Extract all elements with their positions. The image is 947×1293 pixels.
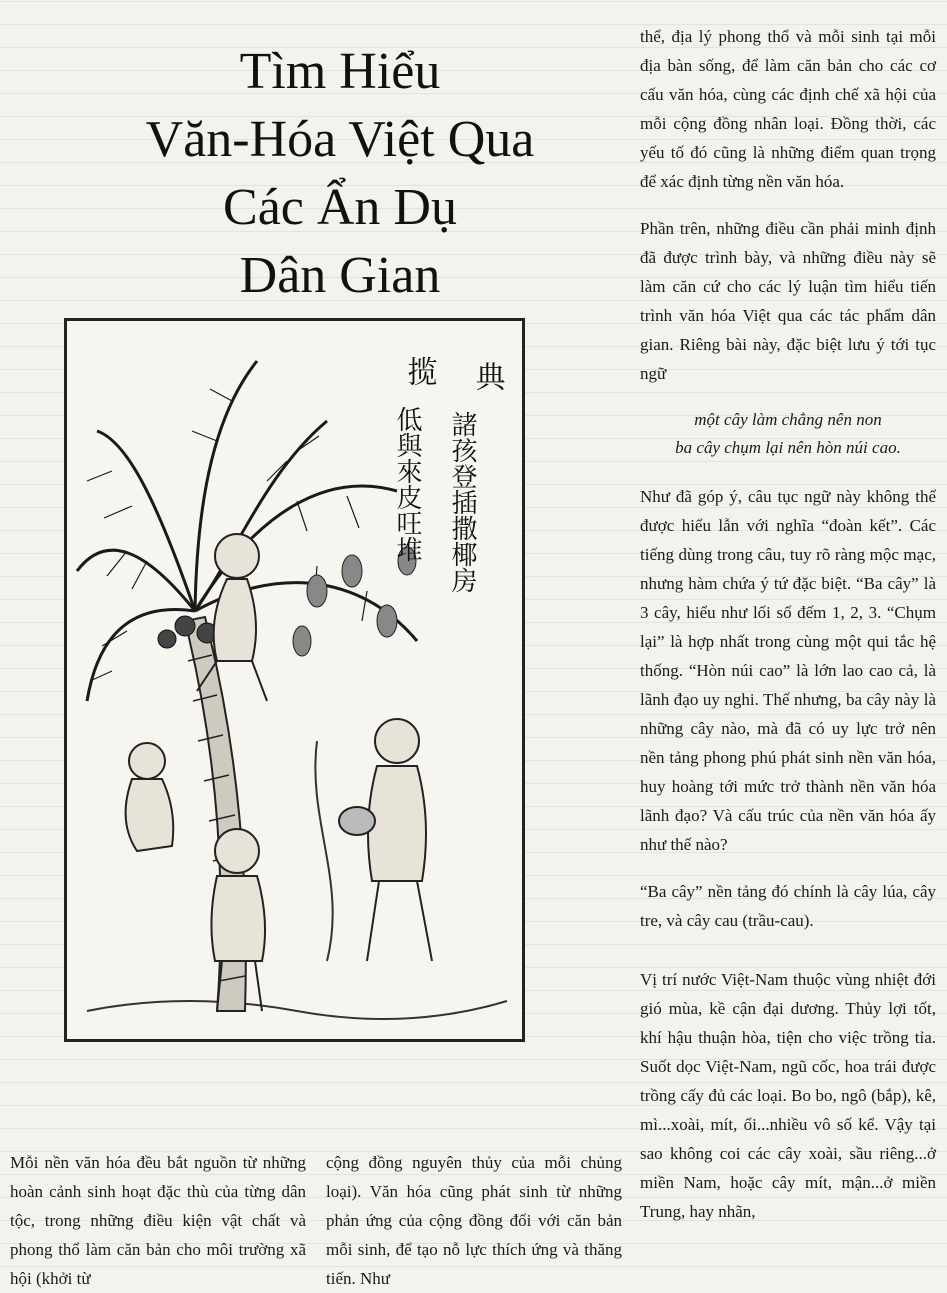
sitting-child-left [126,743,174,851]
climbing-child [197,534,267,701]
inscription-col-3: 揽 [401,356,437,386]
proverb-line: một cây làm chẳng nên non [694,410,882,429]
standing-child-right [339,719,432,961]
paragraph: Như đã góp ý, câu tục ngữ này không thể được hiểu lẫn với nghĩa “đoàn kết”. Các tiếng dùng trong câu, tuy rõ ràng mộc mạc, nhưng hàm chứa ý tứ đặc biệt. “Ba cây” là 3 cây, hiểu như lối số đếm 1, 2, 3. “Chụm lại” là hợp nhất trong cùng một qui tắc hệ thống. “Hòn núi cao” là lớn lao cao cả, là lãnh đạo uy nghi. Thế nhưng, ba cây này là những cây nào, mà đã có uy lực trở nên nền tảng phong phú phát sinh nền văn hóa, huy hoàng tới mức trở thành nền văn hóa lãnh đạo? Và cấu trúc của nền văn hóa ấy như thế nào? [640,487,936,854]
paragraph: Phần trên, những điều cần phải minh định đã được trình bày, và những điều này sẽ làm căn cứ cho các lý luận tìm hiểu tiến trình văn hóa Việt qua các tác phẩm dân gian. Riêng bài này, đặc biệt lưu ý tới tục ngữ [640,219,936,383]
hanging-leaves [293,547,416,656]
inscription-col-1: 典 [469,361,505,391]
right-text-column [640,22,936,1226]
inscription-col-4: 低與來皮㕵堆 [392,406,422,562]
proverb-quote [640,406,936,462]
paragraph: Mỗi nền văn hóa đều bắt nguồn từ những hoàn cảnh sinh hoạt đặc thù của từng dân tộc, trong những điều kiện vật chất và phong thổ làm căn bản cho môi trường xã hội (khởi từ [10,1153,306,1288]
coconut-tree-children-drawing [67,321,522,1039]
paragraph: “Ba cây” nền tảng đó chính là cây lúa, cây tre, và cây cau (trầu-cau). [640,882,936,930]
title-line-3: Các Ẩn Dụ [223,179,457,236]
title-line-1: Tìm Hiểu [239,43,441,100]
paragraph: cộng đồng nguyên thủy của mỗi chủng loại). Văn hóa cũng phát sinh từ những phản ứng của cộng đồng đối với căn bản mỗi sinh, để tạo nỗ lực thích ứng và thăng tiến. Như [326,1153,622,1288]
article-title [60,38,620,310]
bottom-middle-text-column [326,1148,622,1293]
folk-woodcut-illustration [64,318,525,1042]
inscription-col-2: 諸孩登插撒椰房 [447,411,477,593]
paragraph: Vị trí nước Việt-Nam thuộc vùng nhiệt đới gió mùa, kề cận đại dương. Thủy lợi tốt, khí hậu thuận hòa, tiện cho việc trồng tỉa. Suốt dọc Việt-Nam, ngũ cốc, hoa trái được trồng cấy đủ các loại. Bo bo, ngô (bắp), kê, mì...xoài, mít, ổi...nhiều vô số kể. Vậy tại sao không coi các cây xoài, sầu riêng...ở miền Nam, hoặc cây mít, mận...ở miền Trung, hay nhãn, [640,970,936,1221]
title-line-2: Văn-Hóa Việt Qua [145,111,535,168]
bottom-left-text-column [10,1148,306,1293]
title-line-4: Dân Gian [239,247,441,304]
proverb-line: ba cây chụm lại nên hòn núi cao. [675,438,901,457]
vine-rope [315,741,332,961]
inscription-group [392,356,505,593]
ground-line [87,1001,507,1019]
paragraph: thể, địa lý phong thổ và mỗi sinh tại mỗi địa bàn sống, để làm căn bản cho các cơ cấu văn hóa, cùng các định chế xã hội của mỗi cộng đồng nhân loại. Đồng thời, các yếu tố đó cũng là những điểm quan trọng để xác định từng nền văn hóa. [640,27,936,191]
